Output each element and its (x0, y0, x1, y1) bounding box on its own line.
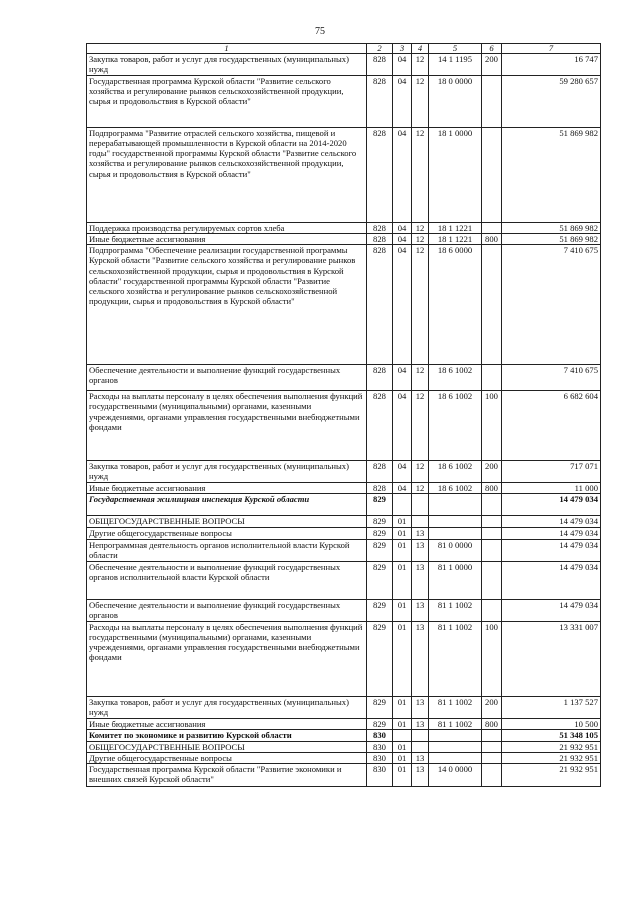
cell-pr: 12 (412, 365, 429, 391)
cell-rz: 04 (393, 223, 412, 234)
cell-sum: 21 932 951 (502, 741, 601, 752)
header-col-name: 1 (87, 44, 367, 54)
cell-csr: 18 6 1002 (429, 461, 482, 483)
cell-sum: 7 410 675 (502, 245, 601, 365)
cell-sum: 14 479 034 (502, 516, 601, 528)
cell-csr (429, 741, 482, 752)
cell-sum: 51 869 982 (502, 223, 601, 234)
cell-rz: 01 (393, 718, 412, 729)
cell-vr: 200 (482, 696, 502, 718)
cell-ved: 828 (367, 245, 393, 365)
cell-vr: 100 (482, 621, 502, 696)
cell-ved: 830 (367, 763, 393, 786)
cell-vr: 800 (482, 234, 502, 245)
cell-name: Расходы на выплаты персоналу в целях обеспечения выполнения функций государственными (муниципальными) органами, казенными учреждениями, органами управления государственными внебюджетными фондами (87, 621, 367, 696)
cell-rz: 01 (393, 621, 412, 696)
cell-ved: 830 (367, 729, 393, 741)
table-row (87, 599, 601, 621)
cell-csr: 81 1 1002 (429, 621, 482, 696)
cell-pr: 12 (412, 54, 429, 76)
cell-pr: 13 (412, 621, 429, 696)
cell-name: Иные бюджетные ассигнования (87, 483, 367, 494)
cell-csr: 18 1 0000 (429, 128, 482, 223)
cell-sum: 16 747 (502, 54, 601, 76)
cell-name: ОБЩЕГОСУДАРСТВЕННЫЕ ВОПРОСЫ (87, 516, 367, 528)
cell-name: Закупка товаров, работ и услуг для государственных (муниципальных) нужд (87, 696, 367, 718)
table-row (87, 365, 601, 391)
cell-sum: 51 869 982 (502, 128, 601, 223)
cell-vr (482, 599, 502, 621)
cell-pr: 13 (412, 718, 429, 729)
cell-csr: 18 6 0000 (429, 245, 482, 365)
cell-ved: 828 (367, 461, 393, 483)
cell-pr: 13 (412, 763, 429, 786)
cell-csr: 18 6 1002 (429, 391, 482, 461)
cell-pr: 13 (412, 752, 429, 763)
cell-vr (482, 494, 502, 516)
header-col-ved: 2 (367, 44, 393, 54)
cell-vr (482, 223, 502, 234)
cell-name: Поддержка производства регулируемых сортов хлеба (87, 223, 367, 234)
cell-ved: 830 (367, 741, 393, 752)
cell-name: Обеспечение деятельности и выполнение функций государственных органов (87, 599, 367, 621)
cell-csr: 81 1 1002 (429, 718, 482, 729)
cell-csr (429, 752, 482, 763)
cell-csr: 14 1 1195 (429, 54, 482, 76)
cell-pr (412, 494, 429, 516)
cell-name: ОБЩЕГОСУДАРСТВЕННЫЕ ВОПРОСЫ (87, 741, 367, 752)
cell-vr: 800 (482, 483, 502, 494)
table-row (87, 763, 601, 786)
table-row (87, 76, 601, 128)
cell-ved: 828 (367, 128, 393, 223)
cell-vr (482, 752, 502, 763)
cell-csr: 81 1 1002 (429, 599, 482, 621)
cell-rz: 04 (393, 365, 412, 391)
cell-vr (482, 539, 502, 561)
table-row (87, 621, 601, 696)
cell-rz: 04 (393, 76, 412, 128)
cell-pr: 13 (412, 696, 429, 718)
cell-vr (482, 528, 502, 539)
page-number: 75 (315, 26, 325, 37)
cell-sum: 14 479 034 (502, 528, 601, 539)
header-col-csr: 5 (429, 44, 482, 54)
cell-name: Закупка товаров, работ и услуг для государственных (муниципальных) нужд (87, 461, 367, 483)
cell-ved: 828 (367, 483, 393, 494)
cell-csr: 81 1 1002 (429, 696, 482, 718)
cell-csr: 18 1 1221 (429, 223, 482, 234)
cell-pr (412, 729, 429, 741)
cell-sum: 21 932 951 (502, 763, 601, 786)
cell-pr: 13 (412, 528, 429, 539)
cell-pr: 13 (412, 561, 429, 599)
cell-vr (482, 729, 502, 741)
table-row (87, 539, 601, 561)
cell-vr (482, 561, 502, 599)
table-row (87, 528, 601, 539)
cell-pr: 12 (412, 245, 429, 365)
cell-vr (482, 365, 502, 391)
cell-ved: 829 (367, 516, 393, 528)
cell-vr: 800 (482, 718, 502, 729)
cell-name: Расходы на выплаты персоналу в целях обеспечения выполнения функций государственными (муниципальными) органами, казенными учреждениями, органами управления государственными внебюджетными фондами (87, 391, 367, 461)
cell-ved: 829 (367, 599, 393, 621)
cell-name: Непрограммная деятельность органов исполнительной власти Курской области (87, 539, 367, 561)
cell-ved: 828 (367, 234, 393, 245)
table-header-row (87, 44, 601, 54)
budget-table (86, 43, 601, 787)
cell-sum: 14 479 034 (502, 539, 601, 561)
cell-csr (429, 528, 482, 539)
cell-name: Государственная программа Курской области "Развитие сельского хозяйства и регулирование рынков сельскохозяйственной продукции, сырья и продовольствия в Курской области" (87, 76, 367, 128)
cell-csr (429, 729, 482, 741)
cell-pr (412, 741, 429, 752)
cell-ved: 829 (367, 718, 393, 729)
cell-sum: 14 479 034 (502, 494, 601, 516)
cell-name: Закупка товаров, работ и услуг для государственных (муниципальных) нужд (87, 54, 367, 76)
cell-sum: 14 479 034 (502, 599, 601, 621)
cell-sum: 717 071 (502, 461, 601, 483)
cell-ved: 828 (367, 54, 393, 76)
cell-rz (393, 729, 412, 741)
cell-ved: 829 (367, 696, 393, 718)
cell-csr (429, 516, 482, 528)
cell-sum: 7 410 675 (502, 365, 601, 391)
cell-rz: 01 (393, 696, 412, 718)
cell-rz: 04 (393, 483, 412, 494)
cell-sum: 1 137 527 (502, 696, 601, 718)
cell-pr: 12 (412, 223, 429, 234)
cell-ved: 828 (367, 365, 393, 391)
cell-vr (482, 245, 502, 365)
cell-rz: 04 (393, 128, 412, 223)
cell-pr: 12 (412, 483, 429, 494)
cell-rz: 01 (393, 599, 412, 621)
cell-rz: 04 (393, 461, 412, 483)
cell-pr: 12 (412, 234, 429, 245)
table-row (87, 128, 601, 223)
cell-ved: 828 (367, 391, 393, 461)
cell-pr: 12 (412, 76, 429, 128)
cell-name: Комитет по экономике и развитию Курской области (87, 729, 367, 741)
cell-name: Подпрограмма "Обеспечение реализации государственной программы Курской области "Развитие сельского хозяйства и регулирование рынков сельскохозяйственной продукции, сырья и продовольствия в Курской области" государственной программы Курской области "Развитие сельского хозяйства и регулирование рынков сельскохозяйственной продукции, сырья и продовольствия в Курской области" (87, 245, 367, 365)
cell-pr: 12 (412, 128, 429, 223)
table-row (87, 234, 601, 245)
table-row (87, 729, 601, 741)
table-row (87, 752, 601, 763)
cell-ved: 829 (367, 528, 393, 539)
table-row (87, 718, 601, 729)
cell-csr: 81 0 0000 (429, 539, 482, 561)
header-col-pr: 4 (412, 44, 429, 54)
cell-pr: 12 (412, 461, 429, 483)
cell-ved: 830 (367, 752, 393, 763)
cell-sum: 51 869 982 (502, 234, 601, 245)
cell-vr: 100 (482, 391, 502, 461)
cell-sum: 21 932 951 (502, 752, 601, 763)
cell-name: Другие общегосударственные вопросы (87, 528, 367, 539)
cell-name: Подпрограмма "Развитие отраслей сельского хозяйства, пищевой и перерабатывающей промышленности в Курской области на 2014-2020 годы" государственной программы Курской области "Развитие сельского хозяйства и регулирование рынков сельскохозяйственной продукции, сырья и продовольствия в Курской области" (87, 128, 367, 223)
cell-vr (482, 128, 502, 223)
cell-ved: 828 (367, 76, 393, 128)
cell-csr: 18 0 0000 (429, 76, 482, 128)
cell-name: Другие общегосударственные вопросы (87, 752, 367, 763)
cell-rz: 01 (393, 516, 412, 528)
cell-ved: 829 (367, 621, 393, 696)
cell-rz: 04 (393, 54, 412, 76)
cell-sum: 6 682 604 (502, 391, 601, 461)
cell-csr: 18 6 1002 (429, 483, 482, 494)
cell-sum: 10 500 (502, 718, 601, 729)
cell-vr (482, 76, 502, 128)
cell-name: Иные бюджетные ассигнования (87, 718, 367, 729)
cell-vr: 200 (482, 461, 502, 483)
cell-rz: 04 (393, 234, 412, 245)
header-col-rz: 3 (393, 44, 412, 54)
cell-sum: 11 000 (502, 483, 601, 494)
table-row (87, 245, 601, 365)
cell-sum: 59 280 657 (502, 76, 601, 128)
cell-csr: 18 1 1221 (429, 234, 482, 245)
table-row (87, 223, 601, 234)
table-row (87, 461, 601, 483)
cell-pr: 13 (412, 599, 429, 621)
cell-ved: 829 (367, 561, 393, 599)
cell-pr: 13 (412, 539, 429, 561)
cell-sum: 51 348 105 (502, 729, 601, 741)
cell-sum: 14 479 034 (502, 561, 601, 599)
table-row (87, 741, 601, 752)
cell-rz (393, 494, 412, 516)
cell-name: Обеспечение деятельности и выполнение функций государственных органов исполнительной власти Курской области (87, 561, 367, 599)
cell-csr: 14 0 0000 (429, 763, 482, 786)
cell-csr: 81 1 0000 (429, 561, 482, 599)
cell-name: Государственная жилищная инспекция Курской области (87, 494, 367, 516)
cell-sum: 13 331 007 (502, 621, 601, 696)
cell-rz: 01 (393, 741, 412, 752)
table-row (87, 494, 601, 516)
cell-name: Обеспечение деятельности и выполнение функций государственных органов (87, 365, 367, 391)
cell-pr (412, 516, 429, 528)
header-col-vr: 6 (482, 44, 502, 54)
cell-rz: 04 (393, 245, 412, 365)
table-row (87, 54, 601, 76)
table-row (87, 391, 601, 461)
cell-vr: 200 (482, 54, 502, 76)
cell-ved: 829 (367, 494, 393, 516)
cell-rz: 01 (393, 561, 412, 599)
cell-vr (482, 516, 502, 528)
table-row (87, 516, 601, 528)
cell-ved: 829 (367, 539, 393, 561)
table-row (87, 483, 601, 494)
table-body (87, 54, 601, 787)
cell-rz: 01 (393, 752, 412, 763)
cell-pr: 12 (412, 391, 429, 461)
cell-csr: 18 6 1002 (429, 365, 482, 391)
cell-rz: 01 (393, 763, 412, 786)
table-row (87, 561, 601, 599)
cell-vr (482, 763, 502, 786)
cell-ved: 828 (367, 223, 393, 234)
table-row (87, 696, 601, 718)
cell-vr (482, 741, 502, 752)
cell-rz: 04 (393, 391, 412, 461)
header-col-sum: 7 (502, 44, 601, 54)
cell-name: Иные бюджетные ассигнования (87, 234, 367, 245)
cell-rz: 01 (393, 528, 412, 539)
cell-rz: 01 (393, 539, 412, 561)
cell-csr (429, 494, 482, 516)
cell-name: Государственная программа Курской области "Развитие экономики и внешних связей Курской области" (87, 763, 367, 786)
